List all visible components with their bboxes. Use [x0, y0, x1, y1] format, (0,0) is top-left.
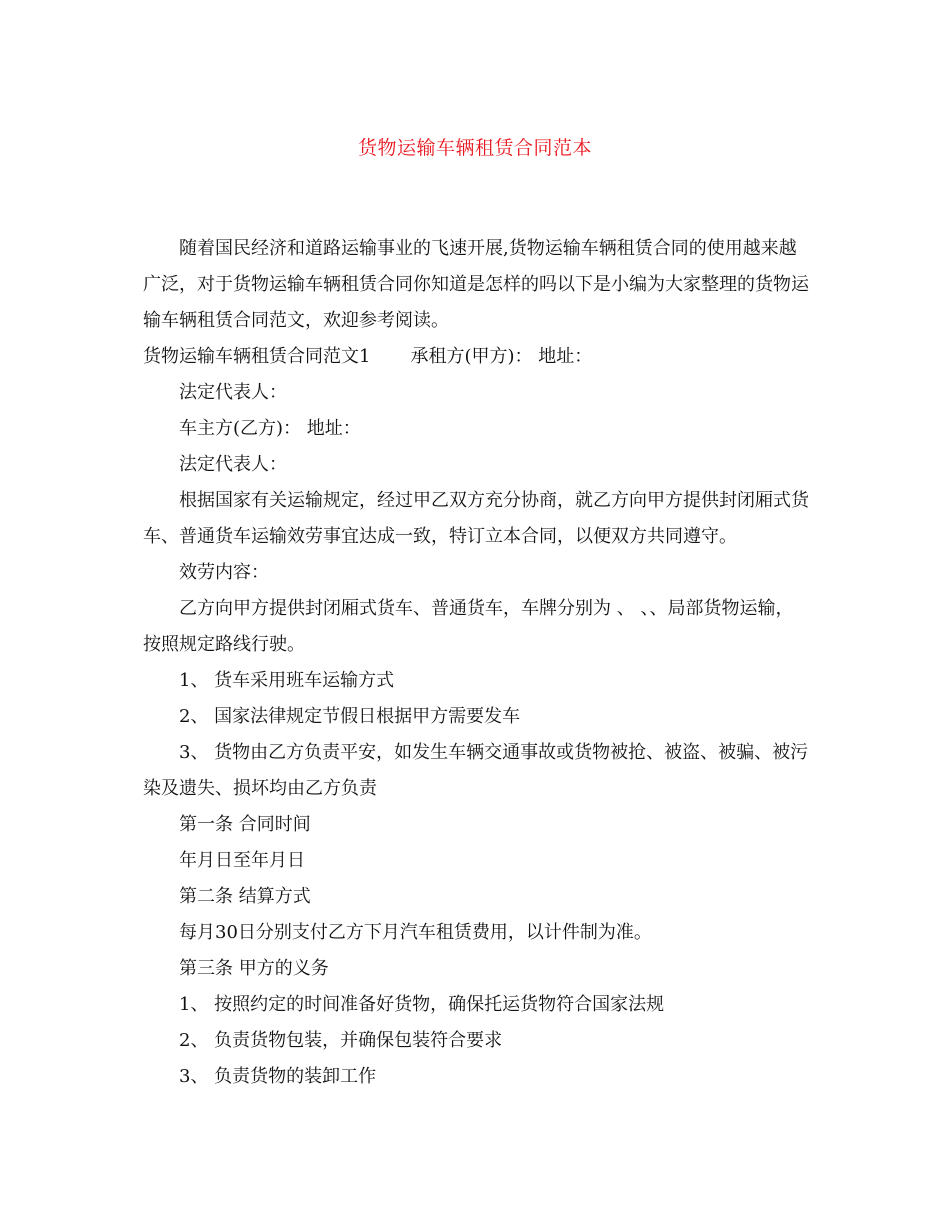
article-3-item: 1、 按照约定的时间准备好货物，确保托运货物符合国家法规: [179, 994, 665, 1015]
service-item: 2、 国家法律规定节假日根据甲方需要发车: [179, 706, 521, 727]
article-2-body: 每月30日分别支付乙方下月汽车租赁费用，以计件制为准。: [179, 922, 652, 943]
intro-paragraph: 随着国民经济和道路运输事业的飞速开展,货物运输车辆租赁合同的使用越来越广泛，对于货物运输车辆租赁合同你知道是怎样的吗以下是小编为大家整理的货物运输车辆租赁合同范文，欢迎参考阅读。: [143, 238, 809, 331]
party-b-line: 车主方(乙方)： 地址：: [179, 418, 361, 439]
party-a-rep: 法定代表人：: [179, 382, 287, 403]
article-1-body: 年月日至年月日: [179, 850, 305, 871]
sample-heading: 货物运输车辆租赁合同范文1: [143, 346, 371, 367]
preamble-paragraph: 根据国家有关运输规定，经过甲乙双方充分协商，就乙方向甲方提供封闭厢式货车、普通货车运输效劳事宜达成一致，特订立本合同，以便双方共同遵守。: [143, 490, 809, 547]
article-3-item: 3、 负责货物的装卸工作: [179, 1066, 377, 1087]
service-heading: 效劳内容：: [179, 562, 269, 583]
document-body: [143, 231, 811, 1095]
article-3-item: 2、 负责货物包装，并确保包装符合要求: [179, 1030, 503, 1051]
article-2-heading: 第二条 结算方式: [179, 886, 311, 907]
service-item: 3、 货物由乙方负责平安，如发生车辆交通事故或货物被抢、被盗、被骗、被污染及遗失、损坏均由乙方负责: [143, 742, 809, 799]
party-a-line: 承租方(甲方)： 地址：: [410, 346, 593, 367]
document-title: 货物运输车辆租赁合同范本: [357, 137, 592, 159]
article-1-heading: 第一条 合同时间: [179, 814, 311, 835]
sample-heading-line: [143, 339, 811, 375]
party-b-rep: 法定代表人：: [179, 454, 287, 475]
article-3-heading: 第三条 甲方的义务: [179, 958, 329, 979]
service-item: 1、 货车采用班车运输方式: [179, 670, 395, 691]
service-description: 乙方向甲方提供封闭厢式货车、普通货车，车牌分别为 、 、、局部货物运输，按照规定路线行驶。: [143, 598, 794, 655]
